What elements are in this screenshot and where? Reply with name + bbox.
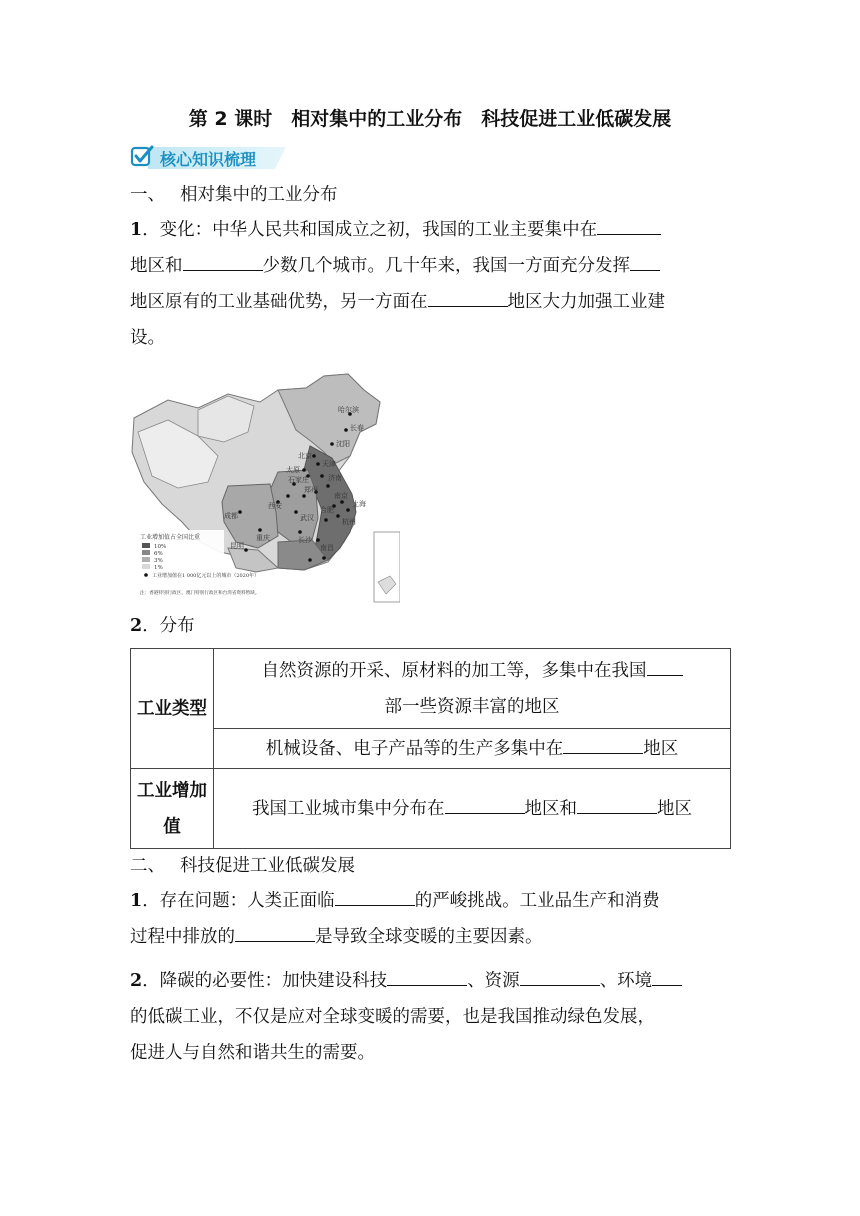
row-label-industry-value: 工业增加 值 xyxy=(131,769,214,849)
row-label-industry-type: 工业类型 xyxy=(131,649,214,769)
table-cell: 机械设备、电子产品等的生产多集中在 地区 xyxy=(214,729,731,769)
checkbox-icon xyxy=(130,144,154,168)
svg-text:哈尔滨: 哈尔滨 xyxy=(338,406,359,414)
blank xyxy=(597,216,661,235)
svg-text:郑州: 郑州 xyxy=(304,486,318,494)
svg-text:合肥: 合肥 xyxy=(320,506,334,514)
table-row xyxy=(131,649,731,729)
blank xyxy=(647,657,683,676)
svg-text:南京: 南京 xyxy=(334,492,348,500)
svg-text:成都: 成都 xyxy=(224,512,238,520)
map-legend-city: 工业增加值在1 000亿元以上的城市（2020年） xyxy=(152,573,260,579)
svg-text:重庆: 重庆 xyxy=(256,534,270,542)
svg-text:长春: 长春 xyxy=(350,424,364,432)
table-cell: 自然资源的开采、原材料的加工等，多集中在我国 部一些资源丰富的地区 xyxy=(214,649,731,729)
svg-text:昆明: 昆明 xyxy=(230,542,244,550)
svg-text:1%: 1% xyxy=(154,565,163,571)
svg-text:沈阳: 沈阳 xyxy=(336,440,350,448)
svg-text:北京: 北京 xyxy=(298,452,312,460)
table-row xyxy=(131,729,731,769)
blank xyxy=(445,795,525,814)
svg-text:武汉: 武汉 xyxy=(300,514,314,522)
map-legend-title: 工业增加值占全国比重 xyxy=(140,534,201,541)
blank xyxy=(577,795,657,814)
blank xyxy=(183,252,263,271)
svg-text:6%: 6% xyxy=(154,551,163,557)
section-heading-1: 一、 相对集中的工业分布 xyxy=(130,185,338,205)
svg-text:上海: 上海 xyxy=(352,500,366,508)
page-title: 第 2 课时 相对集中的工业分布 科技促进工业低碳发展 xyxy=(188,108,672,130)
paragraph-change: 1．变化：中华人民共和国成立之初，我国的工业主要集中在 地区和 少数几个城市。几十年来，我国一方面充分发挥 地区原有的工业基础优势，另一方面在 地区大力加强工业建 设。 xyxy=(130,212,730,356)
svg-text:石家庄: 石家庄 xyxy=(288,476,309,484)
blank xyxy=(563,735,643,754)
svg-text:济南: 济南 xyxy=(328,474,342,482)
section-heading-2: 二、 科技促进工业低碳发展 xyxy=(130,856,355,876)
blank xyxy=(520,967,600,986)
china-industry-map xyxy=(128,372,400,604)
svg-text:太原: 太原 xyxy=(286,466,300,474)
paragraph-necessity: 2．降碳的必要性：加快建设科技 、资源 、环境 的低碳工业，不仅是应对全球变暖的需要，也是我国推动绿色发展， 促进人与自然和谐共生的需要。 xyxy=(130,963,730,1071)
blank xyxy=(652,967,682,986)
blank xyxy=(335,887,415,906)
blank xyxy=(428,288,508,307)
svg-text:天津: 天津 xyxy=(322,460,336,468)
paragraph-problem: 1．存在问题：人类正面临 的严峻挑战。工业品生产和消费 过程中排放的 是导致全球变暖的主要因素。 xyxy=(130,883,730,955)
svg-text:南昌: 南昌 xyxy=(320,544,334,552)
section-badge xyxy=(130,144,290,170)
svg-text:杭州: 杭州 xyxy=(342,518,356,526)
blank xyxy=(630,252,660,271)
svg-text:10%: 10% xyxy=(154,544,167,550)
table-cell: 我国工业城市集中分布在 地区和 地区 xyxy=(214,769,731,849)
table-row xyxy=(131,769,731,849)
distribution-table xyxy=(130,648,731,849)
map-legend-note: 注：香港特别行政区、澳门特别行政区和台湾省资料暂缺。 xyxy=(140,591,260,596)
svg-text:长沙: 长沙 xyxy=(298,536,312,544)
blank xyxy=(387,967,467,986)
blank xyxy=(235,923,315,942)
paragraph-distribution: 2．分布 xyxy=(130,616,195,636)
svg-text:3%: 3% xyxy=(154,558,163,564)
badge-label: 核心知识梳理 xyxy=(160,150,257,169)
svg-text:西安: 西安 xyxy=(268,502,282,510)
